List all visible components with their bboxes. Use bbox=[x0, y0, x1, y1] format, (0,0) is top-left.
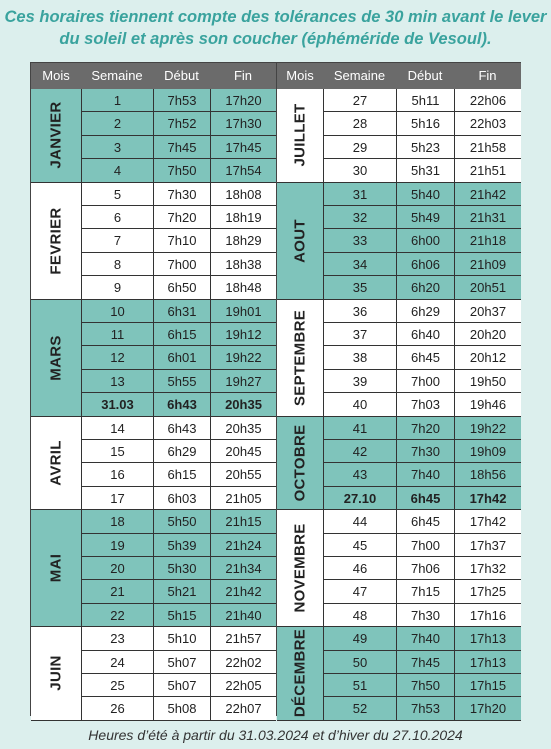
cell-semaine: 26 bbox=[81, 697, 153, 720]
cell-debut: 5h15 bbox=[153, 604, 210, 627]
cell-debut: 6h45 bbox=[396, 487, 454, 510]
cell-semaine: 48 bbox=[323, 604, 396, 627]
cell-fin: 18h38 bbox=[210, 253, 276, 276]
table-row bbox=[31, 651, 276, 674]
cell-fin: 20h45 bbox=[210, 440, 276, 463]
cell-debut: 6h00 bbox=[396, 229, 454, 252]
cell-fin: 20h12 bbox=[454, 346, 521, 369]
cell-debut: 7h06 bbox=[396, 557, 454, 580]
cell-fin: 17h15 bbox=[454, 674, 521, 697]
table-row bbox=[277, 89, 521, 112]
cell-debut: 5h10 bbox=[153, 627, 210, 650]
header-mois: Mois bbox=[42, 68, 70, 83]
table-row bbox=[31, 463, 276, 486]
cell-semaine: 39 bbox=[323, 370, 396, 393]
cell-debut: 5h07 bbox=[153, 674, 210, 697]
cell-semaine: 33 bbox=[323, 229, 396, 252]
page-title: Ces horaires tiennent compte des tolérances de 30 min avant le lever du soleil et après son coucher (éphéméride de Vesoul). bbox=[4, 8, 547, 48]
cell-fin: 18h08 bbox=[210, 183, 276, 206]
table-row bbox=[31, 112, 276, 135]
table-header bbox=[31, 63, 276, 89]
table-row bbox=[31, 276, 276, 299]
cell-debut: 5h23 bbox=[396, 136, 454, 159]
cell-fin: 21h42 bbox=[454, 183, 521, 206]
cell-semaine: 51 bbox=[323, 674, 396, 697]
table-row bbox=[31, 440, 276, 463]
cell-fin: 17h45 bbox=[210, 136, 276, 159]
cell-fin: 21h15 bbox=[210, 510, 276, 533]
cell-debut: 7h00 bbox=[153, 253, 210, 276]
month-label: JANVIER bbox=[47, 101, 65, 169]
cell-debut: 5h39 bbox=[153, 534, 210, 557]
cell-debut: 6h40 bbox=[396, 323, 454, 346]
table-row bbox=[277, 112, 521, 135]
table-row bbox=[277, 229, 521, 252]
header-semaine: Semaine bbox=[333, 68, 386, 83]
cell-debut: 6h29 bbox=[153, 440, 210, 463]
cell-fin: 20h35 bbox=[210, 393, 276, 416]
cell-semaine: 34 bbox=[323, 253, 396, 276]
cell-fin: 22h06 bbox=[454, 89, 521, 112]
cell-debut: 7h50 bbox=[153, 159, 210, 182]
table-row bbox=[277, 604, 521, 627]
cell-fin: 17h42 bbox=[454, 487, 521, 510]
table-row bbox=[277, 463, 521, 486]
table-row bbox=[31, 136, 276, 159]
cell-debut: 5h50 bbox=[153, 510, 210, 533]
month-label: NOVEMBRE bbox=[291, 523, 309, 613]
cell-debut: 7h15 bbox=[396, 580, 454, 603]
cell-semaine: 30 bbox=[323, 159, 396, 182]
cell-debut: 7h20 bbox=[153, 206, 210, 229]
table-row bbox=[31, 183, 276, 206]
cell-fin: 19h22 bbox=[454, 417, 521, 440]
table-row bbox=[277, 370, 521, 393]
cell-debut: 5h55 bbox=[153, 370, 210, 393]
cell-debut: 7h03 bbox=[396, 393, 454, 416]
cell-debut: 6h15 bbox=[153, 323, 210, 346]
table-row bbox=[31, 697, 276, 720]
cell-semaine: 35 bbox=[323, 276, 396, 299]
cell-semaine: 23 bbox=[81, 627, 153, 650]
header-debut: Début bbox=[407, 68, 443, 83]
cell-debut: 7h52 bbox=[153, 112, 210, 135]
cell-fin: 21h05 bbox=[210, 487, 276, 510]
header-fin: Fin bbox=[478, 68, 497, 83]
cell-debut: 5h08 bbox=[153, 697, 210, 720]
cell-debut: 5h07 bbox=[153, 651, 210, 674]
cell-fin: 19h22 bbox=[210, 346, 276, 369]
cell-semaine: 18 bbox=[81, 510, 153, 533]
table-row bbox=[277, 557, 521, 580]
cell-semaine: 46 bbox=[323, 557, 396, 580]
cell-fin: 17h16 bbox=[454, 604, 521, 627]
cell-semaine: 9 bbox=[81, 276, 153, 299]
table-row bbox=[277, 417, 521, 440]
cell-semaine: 11 bbox=[81, 323, 153, 346]
table-row bbox=[31, 300, 276, 323]
cell-semaine: 22 bbox=[81, 604, 153, 627]
cell-debut: 5h11 bbox=[396, 89, 454, 112]
cell-fin: 20h20 bbox=[454, 323, 521, 346]
cell-fin: 17h25 bbox=[454, 580, 521, 603]
month-label: JUILLET bbox=[291, 103, 309, 167]
header-semaine: Semaine bbox=[91, 68, 143, 83]
cell-debut: 7h30 bbox=[153, 183, 210, 206]
cell-fin: 17h30 bbox=[210, 112, 276, 135]
table-row bbox=[31, 346, 276, 369]
cell-fin: 22h05 bbox=[210, 674, 276, 697]
cell-semaine: 14 bbox=[81, 417, 153, 440]
cell-semaine: 25 bbox=[81, 674, 153, 697]
table-row bbox=[31, 417, 276, 440]
cell-fin: 22h03 bbox=[454, 112, 521, 135]
cell-debut: 7h45 bbox=[153, 136, 210, 159]
cell-debut: 7h45 bbox=[396, 651, 454, 674]
table-left-half bbox=[31, 63, 276, 715]
table-row bbox=[277, 393, 521, 416]
cell-fin: 21h34 bbox=[210, 557, 276, 580]
cell-semaine: 27 bbox=[323, 89, 396, 112]
cell-debut: 7h53 bbox=[396, 697, 454, 720]
cell-fin: 21h09 bbox=[454, 253, 521, 276]
cell-semaine: 42 bbox=[323, 440, 396, 463]
cell-fin: 21h57 bbox=[210, 627, 276, 650]
header-fin: Fin bbox=[233, 68, 253, 83]
cell-fin: 21h18 bbox=[454, 229, 521, 252]
table-row bbox=[277, 697, 521, 720]
cell-debut: 7h20 bbox=[396, 417, 454, 440]
cell-semaine: 43 bbox=[323, 463, 396, 486]
cell-debut: 7h30 bbox=[396, 604, 454, 627]
cell-semaine: 24 bbox=[81, 651, 153, 674]
cell-fin: 18h29 bbox=[210, 229, 276, 252]
table-row bbox=[277, 534, 521, 557]
cell-semaine: 52 bbox=[323, 697, 396, 720]
cell-fin: 21h40 bbox=[210, 604, 276, 627]
cell-debut: 5h30 bbox=[153, 557, 210, 580]
cell-debut: 6h45 bbox=[396, 510, 454, 533]
cell-debut: 5h40 bbox=[396, 183, 454, 206]
cell-debut: 5h16 bbox=[396, 112, 454, 135]
table-row bbox=[31, 159, 276, 182]
table-row bbox=[31, 627, 276, 650]
cell-fin: 20h37 bbox=[454, 300, 521, 323]
cell-fin: 19h27 bbox=[210, 370, 276, 393]
cell-semaine: 4 bbox=[81, 159, 153, 182]
cell-fin: 21h51 bbox=[454, 159, 521, 182]
cell-fin: 22h02 bbox=[210, 651, 276, 674]
cell-semaine: 6 bbox=[81, 206, 153, 229]
cell-fin: 18h48 bbox=[210, 276, 276, 299]
cell-debut: 7h00 bbox=[396, 370, 454, 393]
table-row bbox=[31, 229, 276, 252]
table-row bbox=[31, 393, 276, 416]
table-row bbox=[31, 534, 276, 557]
cell-debut: 5h21 bbox=[153, 580, 210, 603]
footer-note: Heures d’été à partir du 31.03.2024 et d’hiver du 27.10.2024 bbox=[88, 727, 463, 743]
cell-semaine: 38 bbox=[323, 346, 396, 369]
cell-debut: 6h29 bbox=[396, 300, 454, 323]
cell-semaine: 29 bbox=[323, 136, 396, 159]
table-row bbox=[31, 253, 276, 276]
cell-fin: 19h12 bbox=[210, 323, 276, 346]
table-row bbox=[277, 510, 521, 533]
cell-fin: 17h42 bbox=[454, 510, 521, 533]
month-label: MARS bbox=[47, 334, 65, 381]
table-row bbox=[277, 651, 521, 674]
cell-semaine: 13 bbox=[81, 370, 153, 393]
table-row bbox=[277, 440, 521, 463]
month-label: SEPTEMBRE bbox=[291, 309, 309, 406]
cell-debut: 7h30 bbox=[396, 440, 454, 463]
month-label: AVRIL bbox=[47, 440, 65, 486]
cell-fin: 19h01 bbox=[210, 300, 276, 323]
cell-debut: 5h31 bbox=[396, 159, 454, 182]
cell-debut: 6h43 bbox=[153, 393, 210, 416]
cell-debut: 6h45 bbox=[396, 346, 454, 369]
cell-debut: 7h53 bbox=[153, 89, 210, 112]
cell-semaine: 49 bbox=[323, 627, 396, 650]
table-row bbox=[31, 370, 276, 393]
table-row bbox=[277, 183, 521, 206]
table-row bbox=[277, 487, 521, 510]
cell-semaine: 8 bbox=[81, 253, 153, 276]
cell-fin: 19h50 bbox=[454, 370, 521, 393]
cell-semaine: 7 bbox=[81, 229, 153, 252]
cell-semaine: 31 bbox=[323, 183, 396, 206]
table-row bbox=[277, 206, 521, 229]
table-header bbox=[277, 63, 521, 89]
cell-semaine: 20 bbox=[81, 557, 153, 580]
cell-semaine: 21 bbox=[81, 580, 153, 603]
table-row bbox=[31, 487, 276, 510]
cell-fin: 21h24 bbox=[210, 534, 276, 557]
cell-fin: 17h37 bbox=[454, 534, 521, 557]
cell-debut: 7h10 bbox=[153, 229, 210, 252]
table-row bbox=[31, 323, 276, 346]
cell-fin: 22h07 bbox=[210, 697, 276, 720]
table-row bbox=[31, 674, 276, 697]
cell-debut: 6h03 bbox=[153, 487, 210, 510]
table-row bbox=[277, 627, 521, 650]
cell-semaine: 27.10 bbox=[323, 487, 396, 510]
cell-semaine: 32 bbox=[323, 206, 396, 229]
cell-fin: 20h35 bbox=[210, 417, 276, 440]
cell-debut: 7h40 bbox=[396, 627, 454, 650]
cell-debut: 7h50 bbox=[396, 674, 454, 697]
cell-debut: 6h15 bbox=[153, 463, 210, 486]
month-label: MAI bbox=[47, 553, 65, 583]
month-label: FEVRIER bbox=[47, 207, 65, 275]
table-row bbox=[277, 674, 521, 697]
table-row bbox=[277, 276, 521, 299]
month-label: JUIN bbox=[47, 655, 65, 692]
cell-semaine: 44 bbox=[323, 510, 396, 533]
cell-semaine: 15 bbox=[81, 440, 153, 463]
month-label: DÉCEMBRE bbox=[291, 629, 309, 718]
cell-debut: 6h01 bbox=[153, 346, 210, 369]
cell-semaine: 12 bbox=[81, 346, 153, 369]
cell-fin: 21h58 bbox=[454, 136, 521, 159]
cell-debut: 6h50 bbox=[153, 276, 210, 299]
cell-fin: 20h51 bbox=[454, 276, 521, 299]
table-row bbox=[277, 323, 521, 346]
cell-fin: 20h55 bbox=[210, 463, 276, 486]
table-row bbox=[31, 206, 276, 229]
cell-fin: 17h13 bbox=[454, 651, 521, 674]
cell-fin: 18h56 bbox=[454, 463, 521, 486]
table-row bbox=[31, 557, 276, 580]
cell-fin: 21h42 bbox=[210, 580, 276, 603]
cell-fin: 18h19 bbox=[210, 206, 276, 229]
cell-debut: 7h40 bbox=[396, 463, 454, 486]
table-row bbox=[277, 580, 521, 603]
cell-semaine: 2 bbox=[81, 112, 153, 135]
cell-semaine: 45 bbox=[323, 534, 396, 557]
header-debut: Début bbox=[164, 68, 199, 83]
cell-semaine: 3 bbox=[81, 136, 153, 159]
table-row bbox=[277, 136, 521, 159]
cell-fin: 19h09 bbox=[454, 440, 521, 463]
cell-semaine: 47 bbox=[323, 580, 396, 603]
cell-semaine: 17 bbox=[81, 487, 153, 510]
cell-semaine: 28 bbox=[323, 112, 396, 135]
table-right-half bbox=[276, 63, 521, 718]
cell-semaine: 36 bbox=[323, 300, 396, 323]
cell-fin: 17h20 bbox=[454, 697, 521, 720]
cell-debut: 6h31 bbox=[153, 300, 210, 323]
cell-semaine: 40 bbox=[323, 393, 396, 416]
table-row bbox=[277, 253, 521, 276]
table-row bbox=[277, 300, 521, 323]
cell-debut: 7h00 bbox=[396, 534, 454, 557]
cell-semaine: 1 bbox=[81, 89, 153, 112]
cell-semaine: 5 bbox=[81, 183, 153, 206]
cell-debut: 6h43 bbox=[153, 417, 210, 440]
cell-fin: 17h54 bbox=[210, 159, 276, 182]
table-row bbox=[277, 159, 521, 182]
cell-debut: 6h06 bbox=[396, 253, 454, 276]
cell-fin: 17h32 bbox=[454, 557, 521, 580]
cell-debut: 6h20 bbox=[396, 276, 454, 299]
header-mois: Mois bbox=[286, 68, 314, 83]
table-row bbox=[277, 346, 521, 369]
cell-fin: 21h31 bbox=[454, 206, 521, 229]
cell-debut: 5h49 bbox=[396, 206, 454, 229]
cell-semaine: 50 bbox=[323, 651, 396, 674]
table-row bbox=[31, 89, 276, 112]
cell-fin: 17h13 bbox=[454, 627, 521, 650]
table-row bbox=[31, 604, 276, 627]
table-row bbox=[31, 580, 276, 603]
cell-fin: 19h46 bbox=[454, 393, 521, 416]
cell-semaine: 19 bbox=[81, 534, 153, 557]
month-label: OCTOBRE bbox=[291, 424, 309, 502]
cell-semaine: 16 bbox=[81, 463, 153, 486]
cell-semaine: 10 bbox=[81, 300, 153, 323]
cell-semaine: 41 bbox=[323, 417, 396, 440]
table-row bbox=[31, 510, 276, 533]
month-label: AOUT bbox=[291, 218, 309, 263]
cell-semaine: 31.03 bbox=[81, 393, 153, 416]
schedule-table bbox=[30, 62, 521, 716]
cell-semaine: 37 bbox=[323, 323, 396, 346]
cell-fin: 17h20 bbox=[210, 89, 276, 112]
